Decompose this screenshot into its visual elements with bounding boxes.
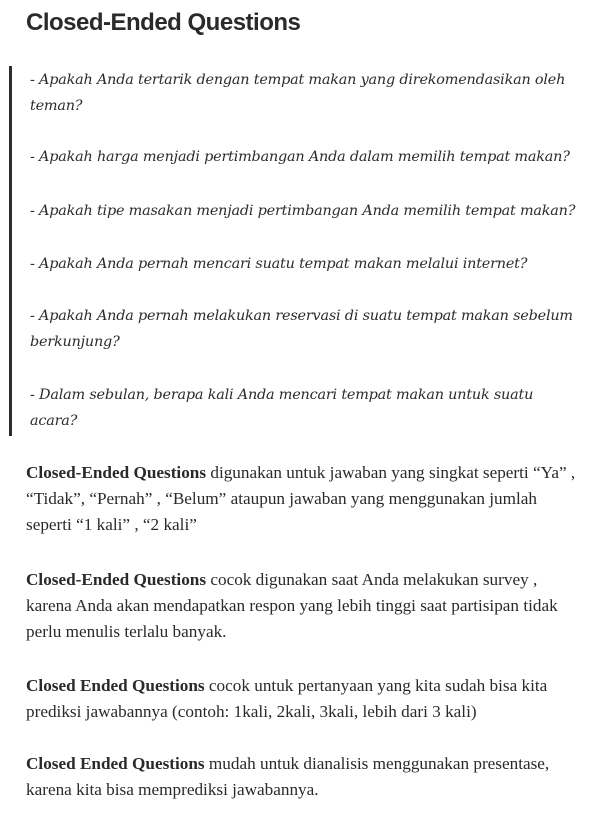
body-paragraph xyxy=(26,673,582,725)
question-item: - Apakah Anda pernah melakukan reservasi di suatu tempat makan sebelum berkunjung? xyxy=(30,308,573,350)
paragraph-bold-term: Closed-Ended Questions xyxy=(26,570,207,589)
body-paragraph xyxy=(26,460,582,538)
paragraph-text: cocok digunakan saat Anda melakukan survey , karena Anda akan mendapatkan respon yang lebih tinggi saat partisipan tidak perlu menulis terlalu banyak. xyxy=(26,570,558,641)
question-item: - Apakah harga menjadi pertimbangan Anda dalam memilih tempat makan? xyxy=(30,149,570,165)
paragraph-bold-term: Closed Ended Questions xyxy=(26,754,205,773)
question-item: - Dalam sebulan, berapa kali Anda mencari tempat makan untuk suatu acara? xyxy=(30,387,534,429)
body-paragraph xyxy=(26,751,582,803)
paragraph-bold-term: Closed Ended Questions xyxy=(26,676,205,695)
question-blockquote xyxy=(9,66,584,436)
page-title: Closed-Ended Questions xyxy=(26,9,301,36)
question-item: - Apakah Anda tertarik dengan tempat makan yang direkomendasikan oleh teman? xyxy=(30,72,566,114)
paragraph-text: mudah untuk dianalisis menggunakan presentase, karena kita bisa memprediksi jawabannya. xyxy=(26,754,550,799)
paragraph-text: cocok untuk pertanyaan yang kita sudah bisa kita prediksi jawabannya (contoh: 1kali, 2kali, 3kali, lebih dari 3 kali) xyxy=(26,676,548,721)
question-item: - Apakah tipe masakan menjadi pertimbangan Anda memilih tempat makan? xyxy=(30,203,576,219)
question-item: - Apakah Anda pernah mencari suatu tempat makan melalui internet? xyxy=(30,256,528,272)
paragraph-text: digunakan untuk jawaban yang singkat seperti “Ya” , “Tidak”, “Pernah” , “Belum” ataupun jawaban yang menggunakan jumlah seperti “1 kali” , “2 kali” xyxy=(26,463,576,534)
body-paragraph xyxy=(26,567,582,645)
paragraph-bold-term: Closed-Ended Questions xyxy=(26,463,207,482)
